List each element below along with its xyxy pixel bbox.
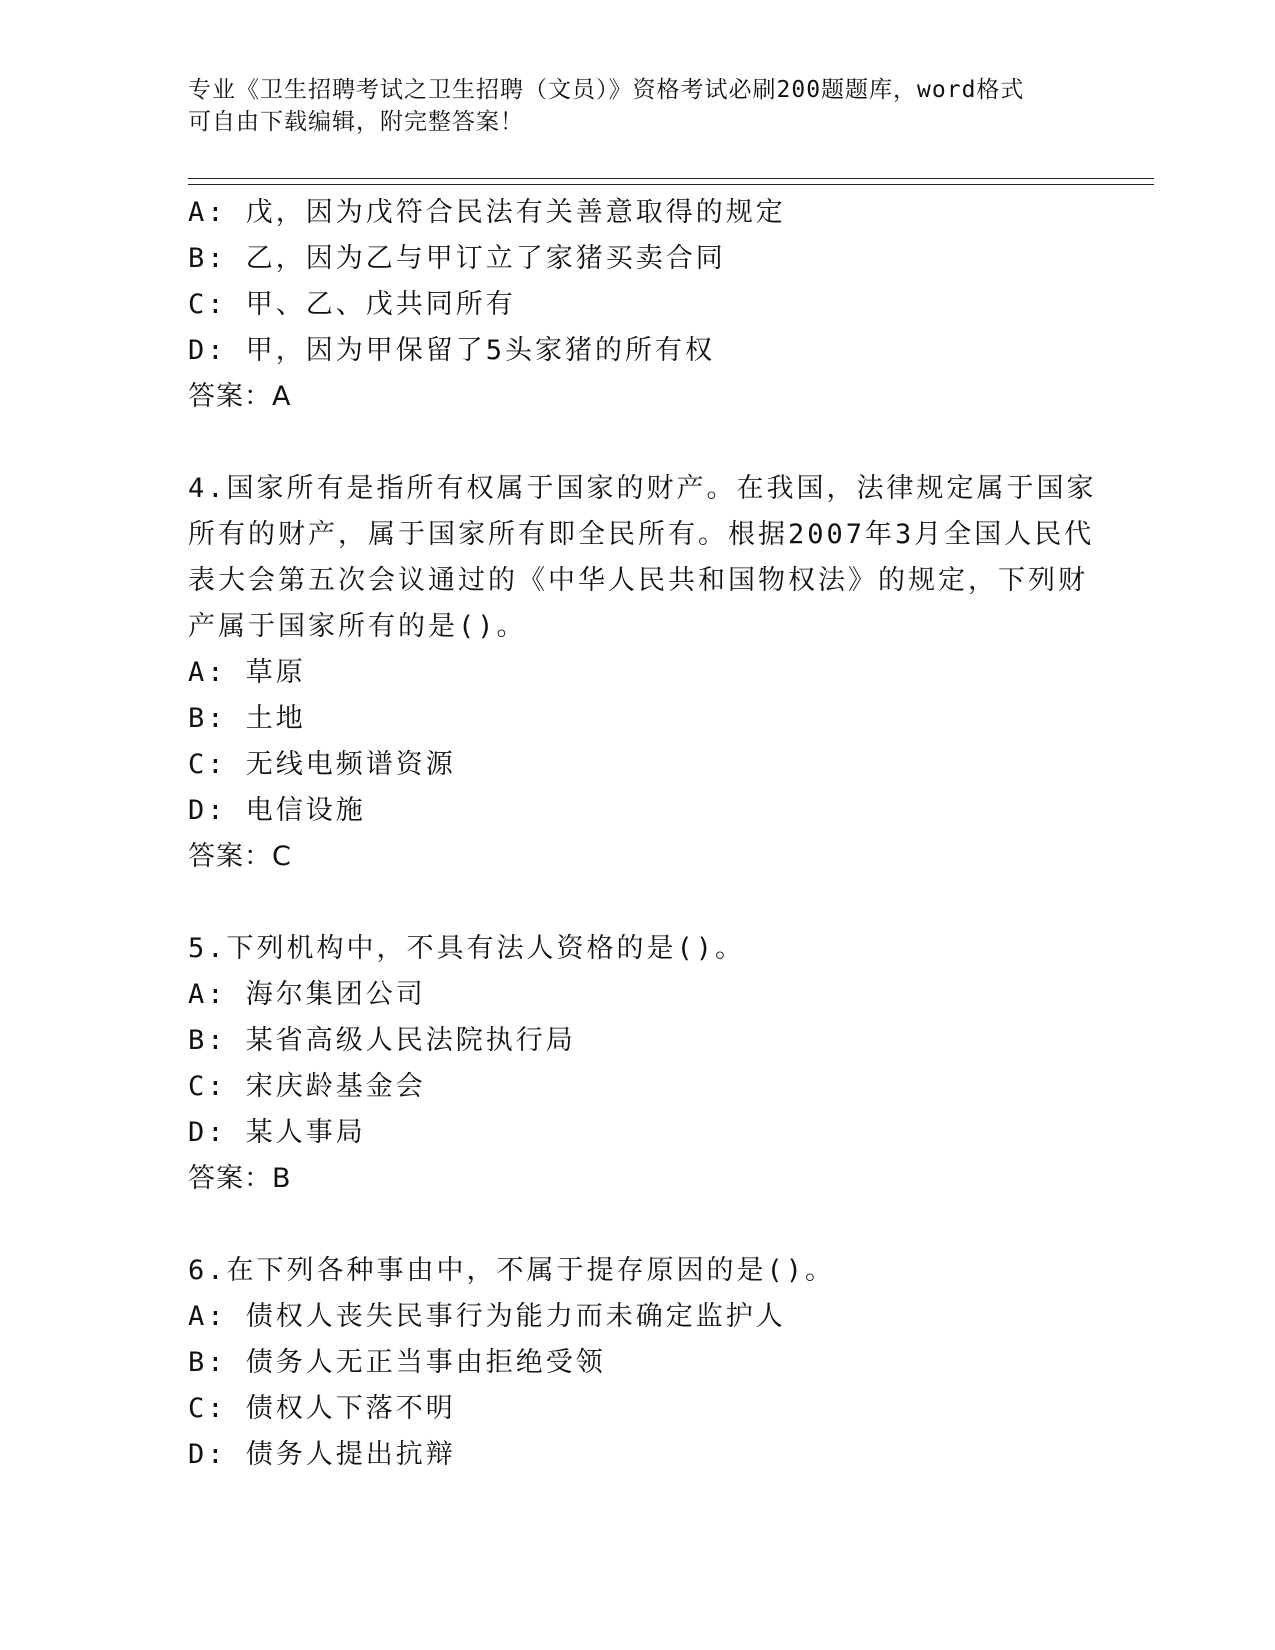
option-d: D: 某人事局: [188, 1117, 366, 1148]
option-d: D: 债务人提出抗辩: [188, 1439, 456, 1470]
spacer: [188, 420, 1088, 466]
option-c: C: 债权人下落不明: [188, 1393, 456, 1424]
header-line-1: 专业《卫生招聘考试之卫生招聘（文员）》资格考试必刷200题题库，word格式: [188, 77, 1025, 103]
question-6: [188, 1248, 1088, 1478]
answer: 答案：C: [188, 841, 292, 872]
option-a: A: 草原: [188, 657, 306, 688]
option-d: D: 甲，因为甲保留了5头家猪的所有权: [188, 335, 716, 366]
option-b: B: 某省高级人民法院执行局: [188, 1025, 576, 1056]
question-stem: 5.下列机构中，不具有法人资格的是()。: [188, 933, 746, 964]
option-d: D: 电信设施: [188, 795, 366, 826]
spacer: [188, 880, 1088, 926]
header-divider-top: [188, 178, 1154, 179]
option-b: B: 债务人无正当事由拒绝受领: [188, 1347, 606, 1378]
spacer: [188, 1202, 1088, 1248]
document-header: [188, 74, 1068, 138]
option-a: A: 戊，因为戊符合民法有关善意取得的规定: [188, 197, 786, 228]
option-b: B: 土地: [188, 703, 306, 734]
answer: 答案：B: [188, 1163, 292, 1194]
question-stem-line: 表大会第五次会议通过的《中华人民共和国物权法》的规定，下列财: [188, 565, 1088, 596]
answer: 答案：A: [188, 381, 292, 412]
option-c: C: 宋庆龄基金会: [188, 1071, 426, 1102]
question-stem-line: 所有的财产，属于国家所有即全民所有。根据2007年3月全国人民代: [188, 519, 1095, 550]
header-divider-bottom: [188, 184, 1154, 185]
option-c: C: 无线电频谱资源: [188, 749, 456, 780]
header-line-2: 可自由下载编辑，附完整答案！: [188, 109, 524, 135]
question-stem-line: 4.国家所有是指所有权属于国家的财产。在我国，法律规定属于国家: [188, 473, 1097, 504]
question-stem-line: 产属于国家所有的是()。: [188, 611, 527, 642]
question-5: [188, 926, 1088, 1202]
option-a: A: 海尔集团公司: [188, 979, 426, 1010]
question-3: [188, 190, 1088, 420]
option-b: B: 乙，因为乙与甲订立了家猪买卖合同: [188, 243, 726, 274]
question-4: [188, 466, 1097, 880]
question-stem: 6.在下列各种事由中，不属于提存原因的是()。: [188, 1255, 836, 1286]
option-a: A: 债权人丧失民事行为能力而未确定监护人: [188, 1301, 786, 1332]
question-list: [188, 190, 1097, 1478]
option-c: C: 甲、乙、戊共同所有: [188, 289, 516, 320]
